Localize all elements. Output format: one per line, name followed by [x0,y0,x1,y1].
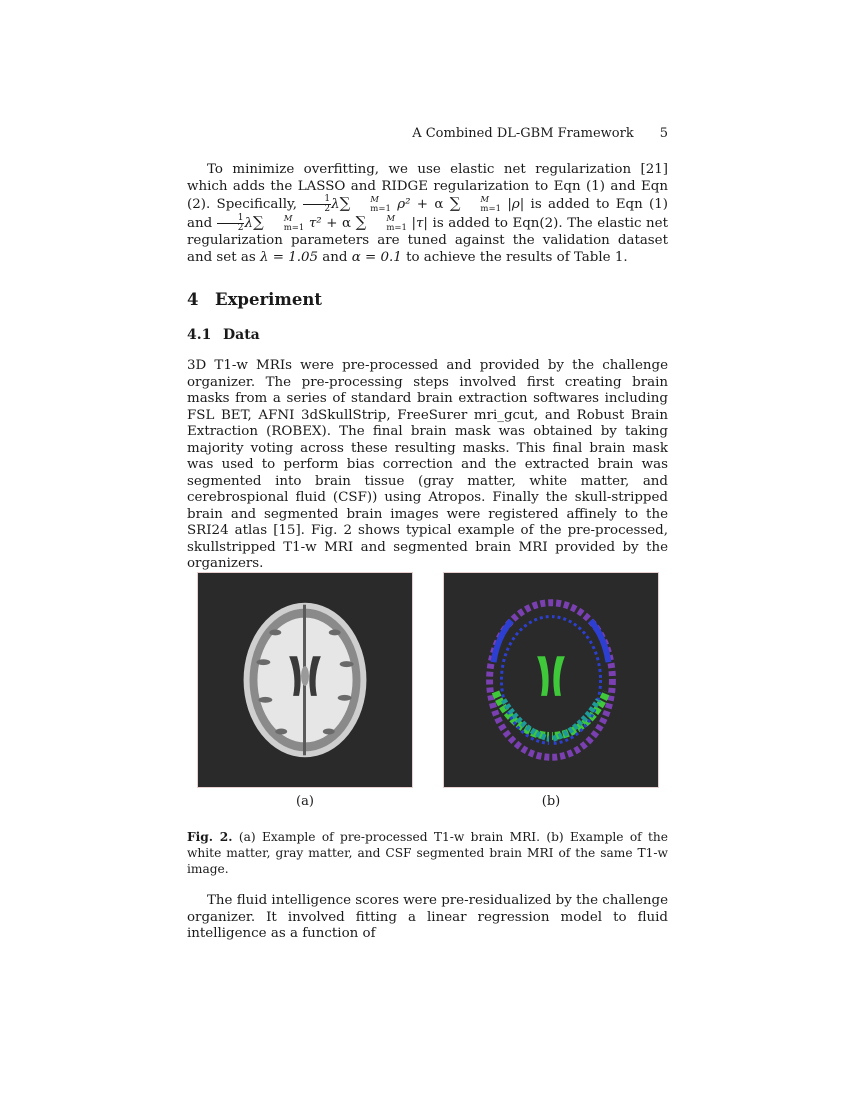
t1w-mri-image [197,572,413,788]
subsection-number: 4.1 [187,327,212,343]
figure-caption [187,829,668,877]
t1w-brain-illustration [198,573,412,787]
ridge-term-tau: $\frac{1}{2}$ λ∑ M m=1 τ² + α ∑ M m=1 |τ| [217,216,428,231]
subfigure-label-a: (a) [296,794,314,809]
fraction: $\frac{1}{2}$ [217,214,245,233]
text-run: to achieve the results of Table 1. [401,249,628,265]
fraction: $\frac{1}{2}$ [303,195,331,214]
text-run: is added to Eqn(2). The elastic net regularization parameters are tuned against the validation dataset and set as [187,216,668,265]
page-number: 5 [659,126,668,141]
segmented-brain-illustration [444,573,658,787]
section-number: 4 [187,290,199,309]
caption-text: (a) Example of pre-processed T1-w brain MRI. (b) Example of the white matter, gray matter, and CSF segmented brain MRI of the same T1-w image. [187,830,668,876]
alpha-value: α = 0.1 [351,249,402,265]
paragraph-regularization [187,162,668,266]
caption-label: Fig. 2. [187,830,233,844]
running-head [187,126,668,141]
figure-2 [197,572,659,817]
text-run: is added to Eqn (1) and [187,197,668,231]
text-run: and [318,249,352,265]
paragraph-data: 3D T1-w MRIs were pre-processed and provided by the challenge organizer. The pre-processing steps involved first creating brain masks from a series of standard brain extraction softwares including FSL BET, AFNI 3dSkullStrip, FreeSurer mri_gcut, and Robust Brain Extraction (ROBEX). The final brain mask was obtained by taking majority voting across these resulting masks. This final brain mask was used to perform bias correction and the extracted brain was segmented into brain tissue (gray matter, white matter, and cerebrospional fluid (CSF)) using Atropos. Finally the skull-stripped brain and segmented brain images were registered affinely to the SRI24 atlas [15]. Fig. 2 shows typical example of the pre-processed, skullstripped T1-w MRI and segmented brain MRI provided by the organizers. [187,358,668,571]
lambda-value: λ = 1.05 [259,249,319,265]
subsection-title: Data [223,327,260,343]
subfigure-label-b: (b) [541,794,561,809]
segmented-mri-image [443,572,659,788]
running-title: A Combined DL-GBM Framework [412,126,634,141]
section-title: Experiment [215,290,322,309]
text-run: To minimize overfitting, we use elastic net regularization [21] which adds the LASSO and RIDGE regularization to Eqn (1) and Eqn (2). Specifically, [187,162,668,212]
subsection-heading-data [187,327,260,343]
paragraph-fluid-intelligence: The fluid intelligence scores were pre-residualized by the challenge organizer. It involved fitting a linear regression model to fluid intelligence as a function of [187,893,668,941]
section-heading-experiment [187,290,322,309]
lasso-term-rho: $\frac{1}{2}$ λ∑ M m=1 ρ² + α ∑ M m=1 |ρ| [303,197,524,212]
